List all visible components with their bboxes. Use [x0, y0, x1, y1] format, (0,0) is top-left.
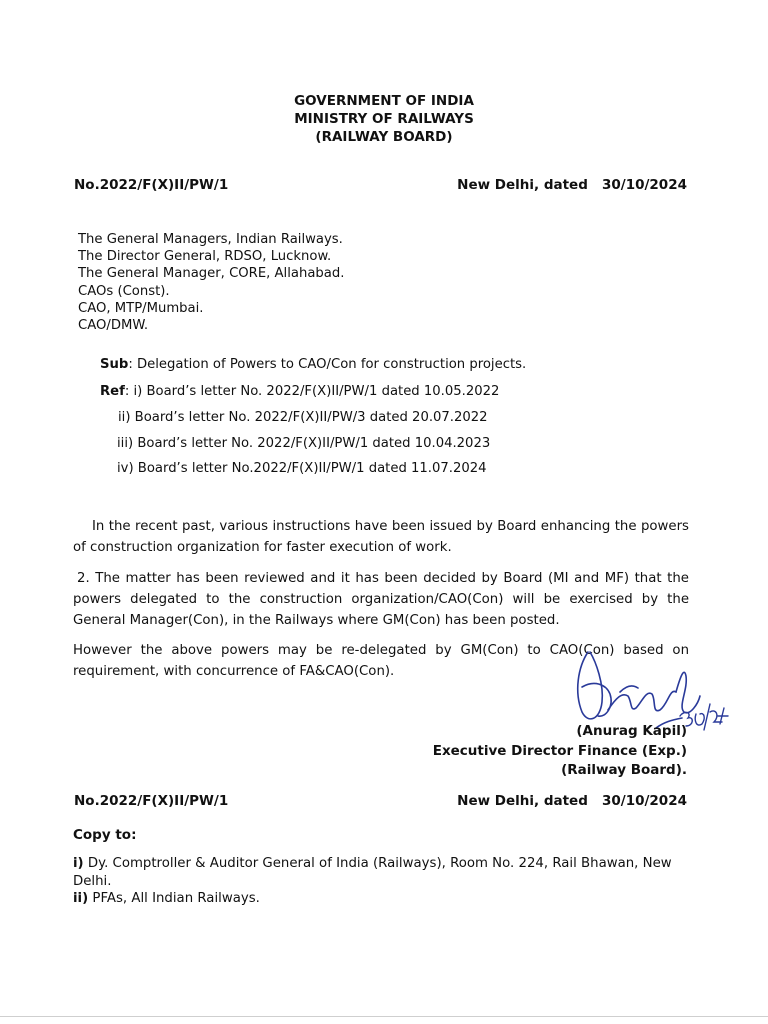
reference-item-3: iii) Board’s letter No. 2022/F(X)II/PW/1 dated 10.04.2023: [117, 436, 491, 451]
copy-item: [73, 890, 693, 908]
paragraph-line: powers delegated to the construction organization/CAO(Con) will be exercised by the: [73, 592, 689, 607]
reference-item-4: iv) Board’s letter No.2022/F(X)II/PW/1 dated 11.07.2024: [117, 461, 487, 476]
copy-to-list: [73, 855, 693, 908]
copy-item-text: PFAs, All Indian Railways.: [88, 891, 260, 906]
subject-line: [100, 357, 526, 372]
addressee-list: [78, 231, 344, 334]
paragraph-line: 2. The matter has been reviewed and it has been decided by Board (MI and MF) that the: [77, 571, 689, 586]
header-ministry: MINISTRY OF RAILWAYS: [294, 111, 474, 127]
reference-label: Ref: [100, 384, 125, 399]
header-board: (RAILWAY BOARD): [315, 129, 453, 145]
addressee-item: The General Manager, CORE, Allahabad.: [78, 266, 345, 282]
paragraph-1: [73, 516, 689, 558]
copy-item-text: Dy. Comptroller & Auditor General of India (Railways), Room No. 224, Rail Bhawan, New Delhi.: [73, 856, 672, 889]
copy-place-dated: New Delhi, dated: [457, 793, 588, 809]
copy-item: [73, 855, 693, 890]
header-government: GOVERNMENT OF INDIA: [294, 93, 474, 109]
page-edge-divider: [0, 1016, 768, 1017]
addressee-item: The General Managers, Indian Railways.: [78, 232, 343, 247]
copy-item-marker: ii): [73, 891, 89, 906]
paragraph-line: General Manager(Con), in the Railways where GM(Con) has been posted.: [73, 613, 560, 628]
paragraph-line: requirement, with concurrence of FA&CAO(Con).: [73, 664, 395, 679]
copy-letter-date: 30/10/2024: [601, 793, 687, 809]
reference-item-2: ii) Board’s letter No. 2022/F(X)II/PW/3 dated 20.07.2022: [118, 410, 488, 425]
addressee-item: CAOs (Const).: [78, 283, 170, 299]
signatory-name: (Anurag Kapil): [576, 723, 687, 739]
copy-letter-number: No.2022/F(X)II/PW/1: [74, 793, 229, 809]
subject-label: Sub: [100, 357, 129, 372]
signature-block: [433, 722, 687, 781]
paragraph-2: [73, 568, 689, 631]
signatory-office: (Railway Board).: [561, 762, 687, 778]
reference-text: : i) Board’s letter No. 2022/F(X)II/PW/1 dated 10.05.2022: [124, 384, 500, 399]
letter-date-line: [457, 177, 687, 193]
letter-number: No.2022/F(X)II/PW/1: [74, 177, 229, 193]
addressee-item: CAO, MTP/Mumbai.: [78, 300, 204, 316]
paragraph-line: of construction organization for faster execution of work.: [73, 540, 452, 555]
subject-text: : Delegation of Powers to CAO/Con for construction projects.: [128, 357, 527, 372]
reference-item-1: [100, 384, 499, 399]
paragraph-line: In the recent past, various instructions have been issued by Board enhancing the powers: [92, 519, 689, 534]
place-dated: New Delhi, dated: [457, 177, 588, 193]
signatory-designation: Executive Director Finance (Exp.): [432, 742, 687, 759]
copy-item-marker: i): [73, 856, 84, 871]
paragraph-line: However the above powers may be re-delegated by GM(Con) to CAO(Con) based on: [73, 643, 689, 658]
addressee-item: The Director General, RDSO, Lucknow.: [78, 249, 332, 265]
copy-date-line: [457, 793, 687, 809]
addressee-item: CAO/DMW.: [78, 318, 149, 334]
copy-to-heading: Copy to:: [73, 827, 137, 843]
letterhead: [0, 92, 768, 146]
letter-date: 30/10/2024: [601, 177, 687, 193]
